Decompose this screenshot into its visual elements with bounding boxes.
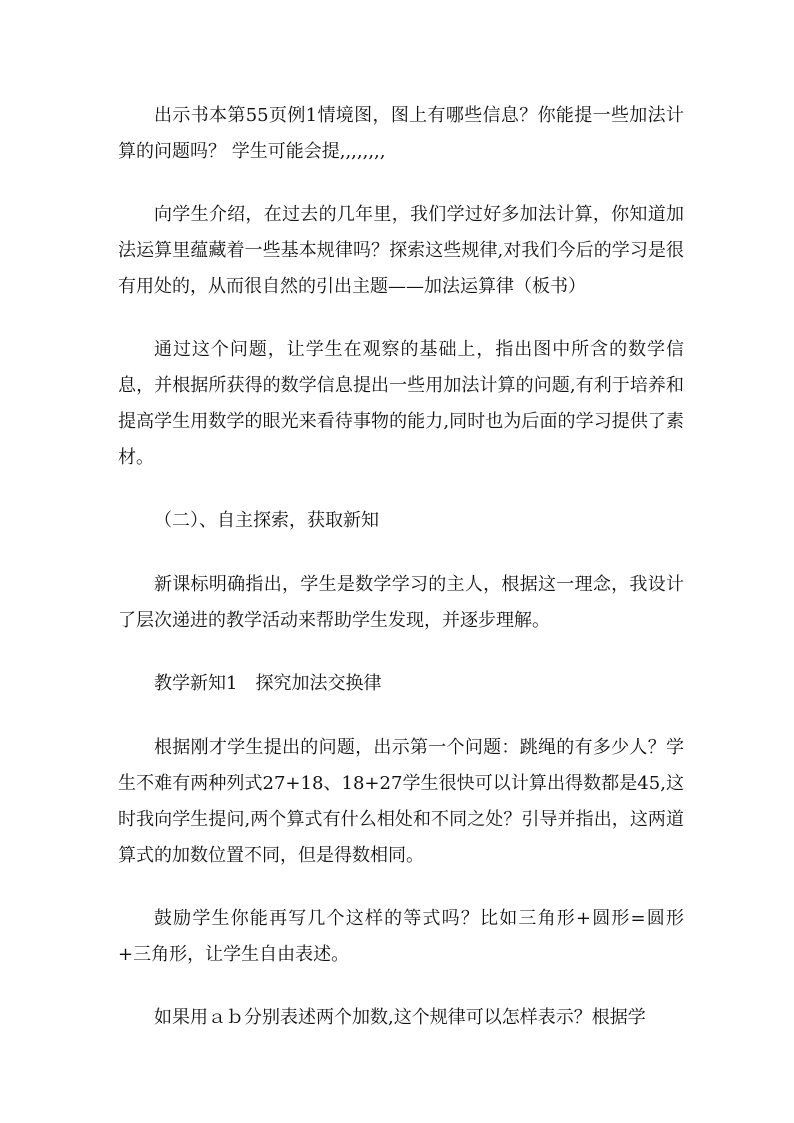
- paragraph-ab-representation: 如果用ａｂ分别表述两个加数,这个规律可以怎样表示？根据学: [154, 1007, 646, 1028]
- paragraph-intro-example: 出示书本第55页例1情境图，图上有哪些信息？你能提一些加法计算的问题吗？ 学生可能会提,,,,,,,,: [118, 105, 684, 162]
- paragraph-observation-purpose: 通过这个问题，让学生在观察的基础上，指出图中所含的数学信息，并根据所获得的数学信息提出一些用加法计算的问题,有利于培养和提高学生用数学的眼光来看待事物的能力,同时也为后面的学习提供了素材。: [118, 339, 684, 468]
- subheading-commutative-law: 教学新知1 探究加法交换律: [154, 673, 382, 694]
- paragraph-encourage-equations: 鼓励学生你能再写几个这样的等式吗？比如三角形+圆形=圆形+三角形，让学生自由表述。: [118, 908, 684, 965]
- paragraph-introduce-topic: 向学生介绍，在过去的几年里，我们学过好多加法计算，你知道加法运算里蕴藏着一些基本规律吗？探索这些规律,对我们今后的学习是很有用处的，从而很自然的引出主题——加法运算律（板书）: [118, 204, 684, 297]
- paragraph-new-curriculum: 新课标明确指出，学生是数学学习的主人，根据这一理念，我设计了层次递进的教学活动来帮助学生发现，并逐步理解。: [118, 574, 684, 631]
- paragraph-jump-rope-problem: 根据刚才学生提出的问题，出示第一个问题：跳绳的有多少人？学生不难有两种列式27+18、18+27学生很快可以计算出得数都是45,这时我向学生提问,两个算式有什么相处和不同之处？引导并指出，这两道算式的加数位置不同，但是得数相同。: [118, 737, 684, 866]
- document-body: [118, 98, 684, 1063]
- section-heading-self-exploration: （二）、自主探索，获取新知: [154, 510, 379, 531]
